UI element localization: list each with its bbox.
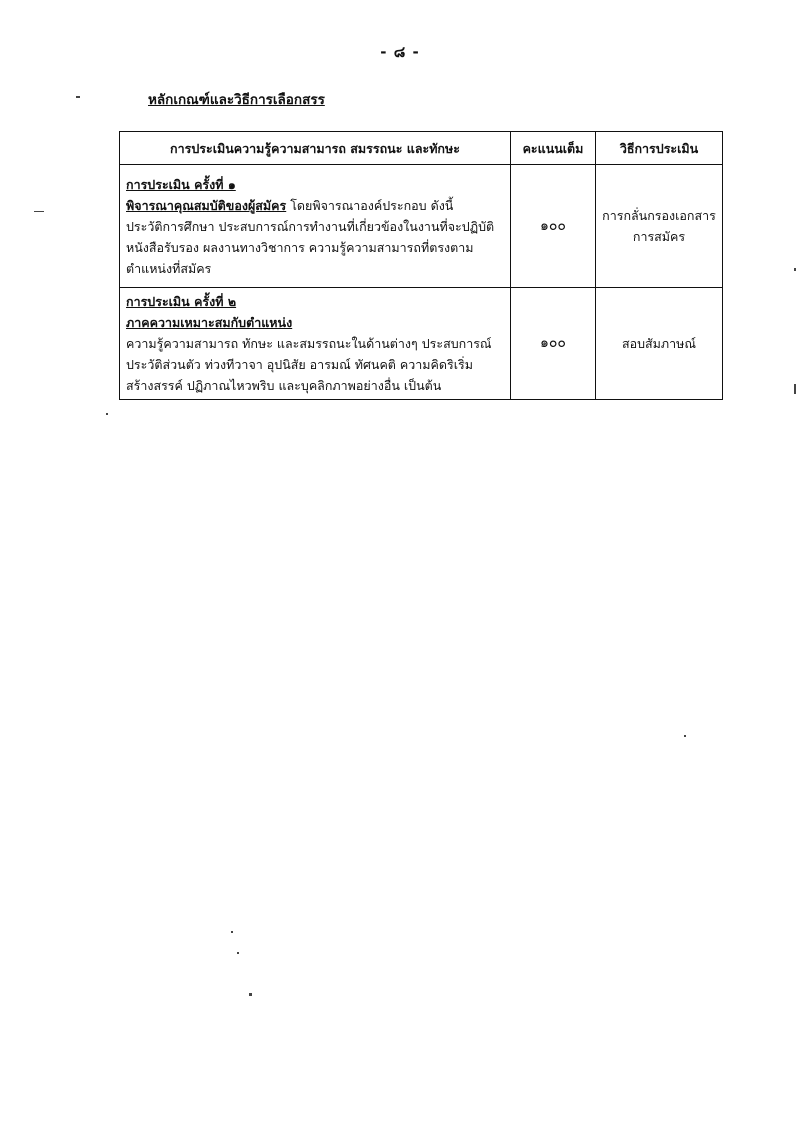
scan-speck [237,952,239,954]
section-heading: หลักเกณฑ์และวิธีการเลือกสรร [148,92,325,108]
description-line [126,195,504,216]
method-cell [596,288,723,400]
topic-label: ภาคความเหมาะสมกับตำแหน่ง [126,315,293,330]
scan-speck [231,931,233,933]
page-number: - ๘ - [380,43,420,61]
description-line: สร้างสรรค์ ปฏิภาณไหวพริบ และบุคลิกภาพอย่างอื่น เป็นต้น [126,378,442,393]
assessment-cell [120,288,511,400]
selection-criteria-table [119,131,723,400]
topic-description: โดยพิจารณาองค์ประกอบ ดังนี้ [286,197,454,213]
header-full-score: คะแนนเต็ม [511,132,596,165]
table-row [120,165,723,288]
scan-speck [249,993,252,996]
method-cell [596,165,723,288]
full-score-cell: ๑๐๐ [511,165,596,288]
description-line: หนังสือรับรอง ผลงานทางวิชาการ ความรู้ความสามารถที่ตรงตาม [126,239,474,255]
description-line: ประวัติการศึกษา ประสบการณ์การทำงานที่เกี่ยวข้องในงานที่จะปฏิบัติ [126,218,495,234]
description-line: ตำแหน่งที่สมัคร [126,260,212,276]
full-score-cell: ๑๐๐ [511,288,596,400]
method-line: การกลั่นกรองเอกสาร [602,208,716,223]
table-row [120,288,723,400]
scan-speck [106,413,108,415]
scan-speck [794,268,796,271]
assessment-cell [120,165,511,288]
round-title: การประเมิน ครั้งที่ ๒ [126,294,237,309]
scan-speck [684,735,686,737]
table-header-row [120,132,723,165]
scan-speck [794,384,796,394]
method-line: สอบสัมภาษณ์ [621,336,697,351]
round-title: การประเมิน ครั้งที่ ๑ [126,176,236,192]
method-line: การสมัคร [632,229,686,244]
scan-speck [76,96,80,98]
description-line: ความรู้ความสามารถ ทักษะ และสมรรถนะในด้านต่างๆ ประสบการณ์ [126,336,492,351]
description-line: ประวัติส่วนตัว ท่วงทีวาจา อุปนิสัย อารมณ์ ทัศนคติ ความคิดริเริ่ม [126,357,473,372]
header-method: วิธีการประเมิน [596,132,723,165]
scan-speck [34,211,44,212]
topic-label: พิจารณาคุณสมบัติของผู้สมัคร [126,197,287,213]
header-assessment: การประเมินความรู้ความสามารถ สมรรถนะ และทักษะ [120,132,511,165]
